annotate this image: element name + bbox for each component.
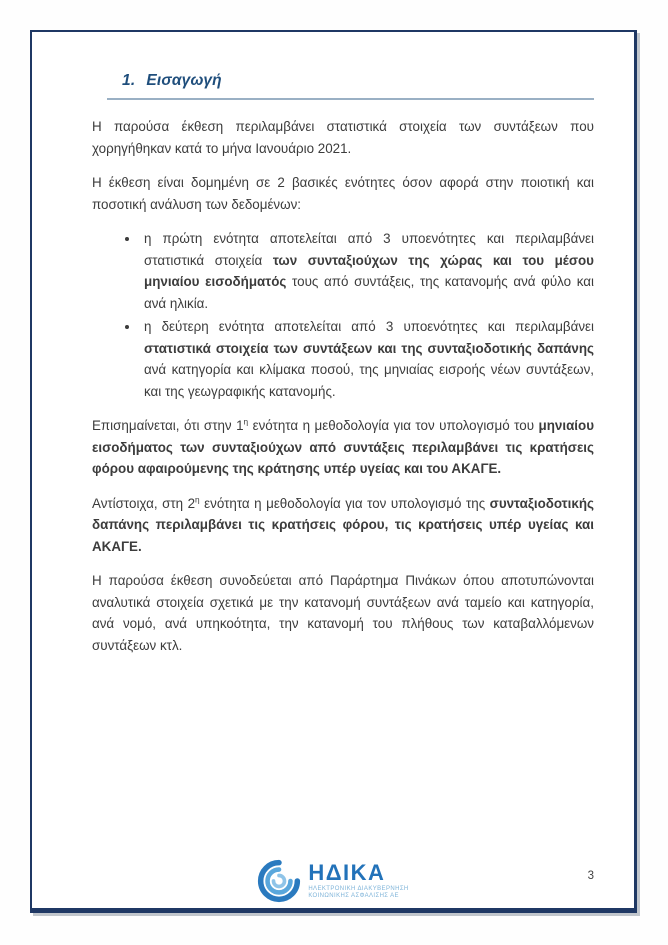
idika-logo-name: ΗΔΙΚΑ <box>308 860 386 885</box>
idika-logo-subtitle <box>308 886 408 900</box>
idika-logo <box>32 859 634 903</box>
section-number: 1. <box>122 72 136 89</box>
paragraph: Η παρούσα έκθεση συνοδεύεται από Παράρτημα Πινάκων όπου αποτυπώνονται αναλυτικά στοιχεία σχετικά με την κατανομή συντάξεων ανά ταμείο και κατηγορία, ανά νομό, ανά υπηκοότητα, την κατανομή του πλήθους των καταβαλλόμενων συντάξεων κτλ. <box>92 573 594 653</box>
page-number: 3 <box>587 870 594 882</box>
section-title: Εισαγωγή <box>146 72 222 89</box>
paragraph: Αντίστοιχα, στη $2^\eta$ ενότητα η μεθοδολογία για τον υπολογισμό της συνταξιοδοτικής δαπάνης περιλαμβάνει τις κρατήσεις φόρου, τις κρατήσεις υπέρ υγείας και ΑΚΑΓΕ. <box>92 494 594 554</box>
paragraph: Η έκθεση είναι δομημένη σε 2 βασικές ενότητες όσον αφορά στην ποιοτική και ποσοτική ανάλυση των δεδομένων: <box>92 175 594 212</box>
page-content <box>92 72 594 669</box>
paragraph: Η παρούσα έκθεση περιλαμβάνει στατιστικά στοιχεία των συντάξεων που χορηγήθηκαν κατά το μήνα Ιανουάριο 2021. <box>92 119 594 156</box>
idika-logo-subtitle-line1: ΗΛΕΚΤΡΟΝΙΚΗ ΔΙΑΚΥΒΕΡΝΗΣΗ <box>308 886 409 892</box>
idika-swirl-icon <box>257 859 301 903</box>
bullet-item: • η δεύτερη ενότητα αποτελείται από 3 υποενότητες και περιλαμβάνει στατιστικά στοιχεία των συντάξεων και της συνταξιοδοτικής δαπάνης ανά κατηγορία και κλίμακα ποσού, της μηνιαίας εισροής νέων συντάξεων, και της γεωγραφικής κατανομής. <box>140 316 594 402</box>
bullet-item: • η πρώτη ενότητα αποτελείται από 3 υποενότητες και περιλαμβάνει στατιστικά στοιχεία των συνταξιούχων της χώρας και του μέσου μηνιαίου εισοδήματός τους από συντάξεις, της κατανομής ανά φύλο και ανά ηλικία. <box>140 228 594 314</box>
page-border-frame <box>30 30 637 913</box>
section-heading <box>107 72 594 100</box>
document-body <box>92 116 594 656</box>
idika-logo-subtitle-line2: ΚΟΙΝΩΝΙΚΗΣ ΑΣΦΑΛΙΣΗΣ ΑΕ <box>308 893 399 899</box>
idika-logo-text <box>308 862 408 900</box>
paragraph: Επισημαίνεται, ότι στην $1^\eta$ ενότητα η μεθοδολογία για τον υπολογισμό του μηνιαίου εισοδήματος των συνταξιούχων από συντάξεις περιλαμβάνει τις κρατήσεις φόρου αφαιρούμενης της κράτησης υπέρ υγείας και του ΑΚΑΓΕ. <box>92 416 594 476</box>
bullet-list <box>92 228 594 402</box>
